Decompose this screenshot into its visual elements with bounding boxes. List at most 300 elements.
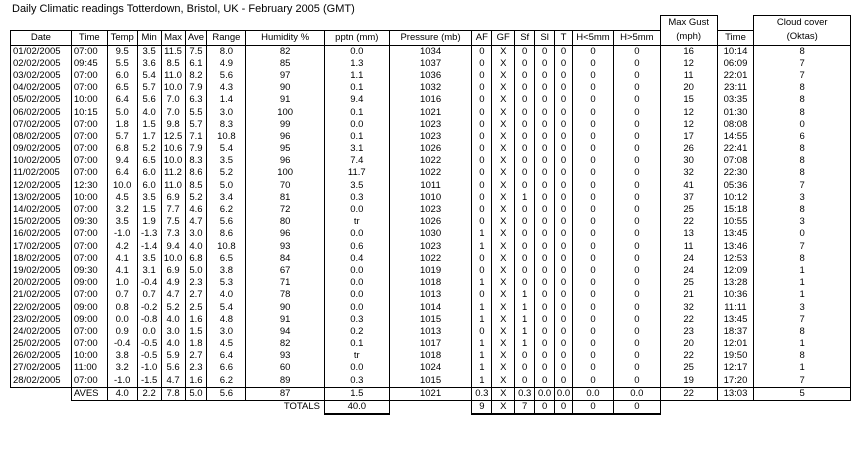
cell-sl: 0	[535, 180, 555, 192]
cell-max: 11.0	[161, 180, 185, 192]
cell-t: 0	[555, 289, 573, 301]
cell-range: 5.6	[207, 216, 246, 228]
cell-date: 15/02/2005	[11, 216, 72, 228]
cell-cloud: 1	[754, 362, 851, 374]
cell-range: 4.3	[207, 82, 246, 94]
cell-af: 0	[472, 180, 492, 192]
cell-humidity: 82	[246, 45, 325, 58]
cell-humidity: 78	[246, 289, 325, 301]
cell-h-gt5: 0	[613, 241, 660, 253]
cell-pressure: 1037	[389, 58, 472, 70]
cell-humidity: 90	[246, 82, 325, 94]
cell-cloud: 3	[754, 301, 851, 313]
cell-gf: X	[492, 265, 515, 277]
header-gust-unit: (mph)	[660, 30, 717, 45]
cell-cloud: 8	[754, 326, 851, 338]
cell-t: 0	[555, 45, 573, 58]
cell-t: 0	[555, 192, 573, 204]
cell-af: 0	[472, 204, 492, 216]
cell-min: 5.2	[137, 143, 161, 155]
cell-pptn: 3.5	[324, 180, 389, 192]
cell-h-lt5: 0	[573, 277, 614, 289]
totals-t: 0	[555, 400, 573, 414]
cell-cloud: 8	[754, 167, 851, 179]
cell-pressure: 1015	[389, 314, 472, 326]
climate-table	[10, 15, 851, 415]
table-row	[11, 45, 851, 58]
cell-time: 09:45	[71, 58, 107, 70]
cell-h-lt5: 0	[573, 167, 614, 179]
cell-min: -1.5	[137, 375, 161, 388]
cell-temp: -1.0	[107, 375, 137, 388]
aves-min: 2.2	[137, 387, 161, 400]
cell-time: 09:30	[71, 265, 107, 277]
cell-humidity: 96	[246, 155, 325, 167]
table-row	[11, 180, 851, 192]
cell-gf: X	[492, 94, 515, 106]
cell-t: 0	[555, 180, 573, 192]
cell-gust-time: 03:35	[717, 94, 754, 106]
cell-humidity: 71	[246, 277, 325, 289]
cell-gf: X	[492, 301, 515, 313]
cell-h-lt5: 0	[573, 70, 614, 82]
cell-sf: 0	[515, 362, 535, 374]
cell-gf: X	[492, 350, 515, 362]
cell-af: 1	[472, 375, 492, 388]
cell-time: 07:00	[71, 167, 107, 179]
cell-cloud: 7	[754, 180, 851, 192]
cell-gust-time: 13:45	[717, 314, 754, 326]
cell-gust-time: 10:55	[717, 216, 754, 228]
totals-h-lt5: 0	[573, 400, 614, 414]
cell-max: 7.7	[161, 204, 185, 216]
aves-h-gt5: 0.0	[613, 387, 660, 400]
table-row	[11, 94, 851, 106]
cell-ave: 5.7	[185, 119, 207, 131]
cell-temp: 5.5	[107, 58, 137, 70]
cell-min: 6.0	[137, 167, 161, 179]
cell-max: 11.0	[161, 70, 185, 82]
cell-gust: 22	[660, 350, 717, 362]
cell-gust-time: 12:01	[717, 338, 754, 350]
table-row	[11, 241, 851, 253]
cell-cloud: 1	[754, 289, 851, 301]
header-ave: Ave	[185, 30, 207, 45]
cell-af: 1	[472, 277, 492, 289]
cell-min: 3.6	[137, 58, 161, 70]
cell-sf: 0	[515, 143, 535, 155]
cell-temp: 3.2	[107, 204, 137, 216]
cell-date: 23/02/2005	[11, 314, 72, 326]
cell-sf: 0	[515, 228, 535, 240]
table-row	[11, 70, 851, 82]
aves-af: 0.3	[472, 387, 492, 400]
cell-sf: 1	[515, 326, 535, 338]
cell-af: 0	[472, 192, 492, 204]
cell-max: 7.3	[161, 228, 185, 240]
cell-sf: 0	[515, 106, 535, 118]
cell-temp: 9.5	[107, 45, 137, 58]
cell-time: 07:00	[71, 228, 107, 240]
header-pressure: Pressure (mb)	[389, 30, 472, 45]
cell-t: 0	[555, 82, 573, 94]
cell-min: -0.8	[137, 314, 161, 326]
cell-ave: 6.8	[185, 253, 207, 265]
cell-temp: 9.4	[107, 155, 137, 167]
cell-gust: 24	[660, 253, 717, 265]
cell-min: -0.5	[137, 350, 161, 362]
cell-humidity: 72	[246, 204, 325, 216]
cell-pressure: 1010	[389, 192, 472, 204]
cell-sl: 0	[535, 228, 555, 240]
aves-cloud: 5	[754, 387, 851, 400]
cell-cloud: 8	[754, 106, 851, 118]
cell-max: 9.4	[161, 241, 185, 253]
header-af: AF	[472, 30, 492, 45]
header-range: Range	[207, 30, 246, 45]
cell-pressure: 1023	[389, 241, 472, 253]
cell-h-gt5: 0	[613, 167, 660, 179]
cell-gust-time: 12:09	[717, 265, 754, 277]
cell-h-gt5: 0	[613, 155, 660, 167]
cell-time: 11:00	[71, 362, 107, 374]
cell-pptn: 0.1	[324, 131, 389, 143]
cell-time: 07:00	[71, 119, 107, 131]
cell-ave: 2.3	[185, 362, 207, 374]
cell-sl: 0	[535, 338, 555, 350]
cell-gust-time: 14:55	[717, 131, 754, 143]
cell-gust-time: 13:28	[717, 277, 754, 289]
cell-gust-time: 05:36	[717, 180, 754, 192]
totals-sf: 7	[515, 400, 535, 414]
cell-t: 0	[555, 314, 573, 326]
cell-af: 0	[472, 143, 492, 155]
cell-min: 0.0	[137, 326, 161, 338]
cell-max: 10.0	[161, 155, 185, 167]
cell-pressure: 1019	[389, 265, 472, 277]
cell-humidity: 100	[246, 106, 325, 118]
cell-pressure: 1030	[389, 228, 472, 240]
table-row	[11, 338, 851, 350]
cell-t: 0	[555, 106, 573, 118]
cell-h-lt5: 0	[573, 265, 614, 277]
cell-range: 5.2	[207, 167, 246, 179]
cell-pressure: 1034	[389, 45, 472, 58]
cell-date: 09/02/2005	[11, 143, 72, 155]
cell-sf: 0	[515, 204, 535, 216]
cell-ave: 1.8	[185, 338, 207, 350]
totals-label: TOTALS	[283, 401, 320, 413]
cell-h-lt5: 0	[573, 338, 614, 350]
cell-range: 4.5	[207, 338, 246, 350]
cell-gust: 15	[660, 94, 717, 106]
cell-sl: 0	[535, 106, 555, 118]
cell-range: 8.3	[207, 119, 246, 131]
cell-af: 0	[472, 70, 492, 82]
cell-pptn: 0.0	[324, 119, 389, 131]
cell-af: 0	[472, 119, 492, 131]
cell-gust: 25	[660, 204, 717, 216]
cell-min: 5.6	[137, 94, 161, 106]
cell-ave: 5.5	[185, 106, 207, 118]
cell-af: 0	[472, 106, 492, 118]
totals-af: 9	[472, 400, 492, 414]
cell-cloud: 7	[754, 70, 851, 82]
cell-range: 5.4	[207, 143, 246, 155]
cell-sl: 0	[535, 70, 555, 82]
cell-gf: X	[492, 338, 515, 350]
cell-gf: X	[492, 45, 515, 58]
cell-pptn: 0.3	[324, 375, 389, 388]
cell-range: 6.2	[207, 375, 246, 388]
cell-ave: 3.0	[185, 228, 207, 240]
cell-pressure: 1022	[389, 253, 472, 265]
cell-pptn: 0.0	[324, 45, 389, 58]
cell-h-gt5: 0	[613, 350, 660, 362]
cell-t: 0	[555, 204, 573, 216]
cell-pressure: 1018	[389, 350, 472, 362]
cell-temp: 3.2	[107, 362, 137, 374]
cell-range: 10.8	[207, 131, 246, 143]
cell-humidity: 70	[246, 180, 325, 192]
cell-gf: X	[492, 216, 515, 228]
cell-ave: 4.6	[185, 204, 207, 216]
cell-gust-time: 13:45	[717, 228, 754, 240]
cell-time: 09:00	[71, 301, 107, 313]
cell-pptn: 0.3	[324, 314, 389, 326]
cell-sf: 1	[515, 338, 535, 350]
cell-max: 4.0	[161, 314, 185, 326]
cell-humidity: 93	[246, 350, 325, 362]
cell-sl: 0	[535, 119, 555, 131]
cell-h-lt5: 0	[573, 131, 614, 143]
cell-t: 0	[555, 277, 573, 289]
cell-gf: X	[492, 228, 515, 240]
cell-gf: X	[492, 204, 515, 216]
cell-date: 02/02/2005	[11, 58, 72, 70]
cell-gust-time: 10:14	[717, 45, 754, 58]
cell-pptn: 0.0	[324, 362, 389, 374]
cell-af: 0	[472, 45, 492, 58]
cell-min: 1.9	[137, 216, 161, 228]
aves-pptn: 1.5	[324, 387, 389, 400]
cell-min: 4.0	[137, 106, 161, 118]
cell-max: 12.5	[161, 131, 185, 143]
cell-ave: 2.3	[185, 277, 207, 289]
cell-humidity: 89	[246, 375, 325, 388]
cell-gust-time: 01:30	[717, 106, 754, 118]
cell-range: 5.6	[207, 70, 246, 82]
aves-temp: 4.0	[107, 387, 137, 400]
cell-h-gt5: 0	[613, 362, 660, 374]
cell-sf: 0	[515, 350, 535, 362]
cell-temp: 6.5	[107, 82, 137, 94]
cell-date: 26/02/2005	[11, 350, 72, 362]
table-row	[11, 228, 851, 240]
cell-pptn: 0.1	[324, 338, 389, 350]
cell-gust-time: 15:18	[717, 204, 754, 216]
cell-date: 10/02/2005	[11, 155, 72, 167]
cell-ave: 2.7	[185, 289, 207, 301]
cell-max: 4.7	[161, 289, 185, 301]
cell-min: 0.7	[137, 289, 161, 301]
cell-min: 3.1	[137, 265, 161, 277]
cell-pptn: 9.4	[324, 94, 389, 106]
cell-max: 8.5	[161, 58, 185, 70]
cell-pptn: 0.0	[324, 228, 389, 240]
cell-sf: 0	[515, 155, 535, 167]
cell-h-gt5: 0	[613, 375, 660, 388]
cell-h-gt5: 0	[613, 143, 660, 155]
cell-sl: 0	[535, 167, 555, 179]
aves-ave: 5.0	[185, 387, 207, 400]
cell-time: 10:00	[71, 350, 107, 362]
cell-pressure: 1036	[389, 70, 472, 82]
cell-time: 09:00	[71, 277, 107, 289]
cell-pressure: 1024	[389, 362, 472, 374]
header-h-lt5: H<5mm	[573, 30, 614, 45]
cell-cloud: 7	[754, 314, 851, 326]
cell-range: 3.8	[207, 265, 246, 277]
cell-sf: 0	[515, 180, 535, 192]
cell-h-gt5: 0	[613, 131, 660, 143]
cell-ave: 1.6	[185, 314, 207, 326]
cell-sf: 1	[515, 192, 535, 204]
cell-pressure: 1023	[389, 204, 472, 216]
cell-time: 07:00	[71, 326, 107, 338]
cell-t: 0	[555, 375, 573, 388]
header-gust-time: Time	[717, 30, 754, 45]
cell-gust: 22	[660, 216, 717, 228]
cell-min: -1.0	[137, 362, 161, 374]
cell-pptn: 1.3	[324, 58, 389, 70]
cell-sf: 1	[515, 289, 535, 301]
cell-gust: 26	[660, 143, 717, 155]
table-header	[11, 16, 851, 46]
cell-max: 11.5	[161, 45, 185, 58]
table-row	[11, 82, 851, 94]
table-row	[11, 362, 851, 374]
cell-humidity: 93	[246, 241, 325, 253]
cell-af: 0	[472, 131, 492, 143]
cell-range: 5.4	[207, 301, 246, 313]
cell-pptn: 0.6	[324, 241, 389, 253]
cell-sl: 0	[535, 155, 555, 167]
cell-min: 5.4	[137, 70, 161, 82]
cell-h-gt5: 0	[613, 265, 660, 277]
table-row	[11, 265, 851, 277]
cell-temp: 3.8	[107, 350, 137, 362]
cell-cloud: 8	[754, 45, 851, 58]
cell-gust: 16	[660, 45, 717, 58]
cell-h-lt5: 0	[573, 362, 614, 374]
cell-temp: 1.0	[107, 277, 137, 289]
totals-pptn: 40.0	[324, 400, 389, 414]
cell-max: 10.6	[161, 143, 185, 155]
cell-temp: 0.8	[107, 301, 137, 313]
cell-max: 7.0	[161, 106, 185, 118]
cell-time: 07:00	[71, 155, 107, 167]
table-body	[11, 45, 851, 387]
cell-cloud: 7	[754, 241, 851, 253]
table-row	[11, 143, 851, 155]
cell-h-lt5: 0	[573, 253, 614, 265]
table-row	[11, 289, 851, 301]
cell-cloud: 6	[754, 131, 851, 143]
cell-humidity: 97	[246, 70, 325, 82]
cell-min: -1.3	[137, 228, 161, 240]
cell-min: 3.5	[137, 192, 161, 204]
cell-h-lt5: 0	[573, 228, 614, 240]
cell-af: 1	[472, 314, 492, 326]
cell-gf: X	[492, 362, 515, 374]
cell-temp: 10.0	[107, 180, 137, 192]
cell-range: 6.5	[207, 253, 246, 265]
cell-pressure: 1022	[389, 167, 472, 179]
cell-date: 06/02/2005	[11, 106, 72, 118]
header-cloud-cover: Cloud cover	[754, 16, 851, 31]
cell-range: 8.6	[207, 228, 246, 240]
cell-temp: 6.0	[107, 70, 137, 82]
table-row	[11, 253, 851, 265]
cell-sf: 0	[515, 253, 535, 265]
cell-sl: 0	[535, 375, 555, 388]
cell-sl: 0	[535, 192, 555, 204]
cell-max: 5.9	[161, 350, 185, 362]
cell-pptn: 7.4	[324, 155, 389, 167]
cell-h-gt5: 0	[613, 301, 660, 313]
cell-ave: 1.5	[185, 326, 207, 338]
cell-h-gt5: 0	[613, 94, 660, 106]
cell-af: 0	[472, 253, 492, 265]
cell-range: 4.9	[207, 58, 246, 70]
cell-pressure: 1016	[389, 94, 472, 106]
cell-time: 10:00	[71, 192, 107, 204]
cell-t: 0	[555, 155, 573, 167]
cell-gf: X	[492, 180, 515, 192]
cell-cloud: 7	[754, 375, 851, 388]
cell-gf: X	[492, 106, 515, 118]
cell-cloud: 8	[754, 350, 851, 362]
cell-gust: 19	[660, 375, 717, 388]
cell-h-lt5: 0	[573, 241, 614, 253]
cell-af: 1	[472, 362, 492, 374]
cell-range: 4.0	[207, 289, 246, 301]
cell-pressure: 1013	[389, 326, 472, 338]
cell-humidity: 60	[246, 362, 325, 374]
cell-date: 21/02/2005	[11, 289, 72, 301]
cell-cloud: 0	[754, 119, 851, 131]
cell-gf: X	[492, 70, 515, 82]
cell-sl: 0	[535, 277, 555, 289]
aves-pressure: 1021	[389, 387, 472, 400]
cell-date: 24/02/2005	[11, 326, 72, 338]
table-row	[11, 375, 851, 388]
cell-date: 03/02/2005	[11, 70, 72, 82]
cell-ave: 8.6	[185, 167, 207, 179]
cell-pressure: 1018	[389, 277, 472, 289]
cell-gust-time: 12:53	[717, 253, 754, 265]
cell-h-lt5: 0	[573, 155, 614, 167]
cell-sf: 1	[515, 301, 535, 313]
table-row	[11, 167, 851, 179]
cell-gf: X	[492, 241, 515, 253]
cell-h-gt5: 0	[613, 45, 660, 58]
averages-row	[11, 387, 851, 400]
cell-min: 6.5	[137, 155, 161, 167]
cell-gf: X	[492, 58, 515, 70]
cell-time: 07:00	[71, 241, 107, 253]
